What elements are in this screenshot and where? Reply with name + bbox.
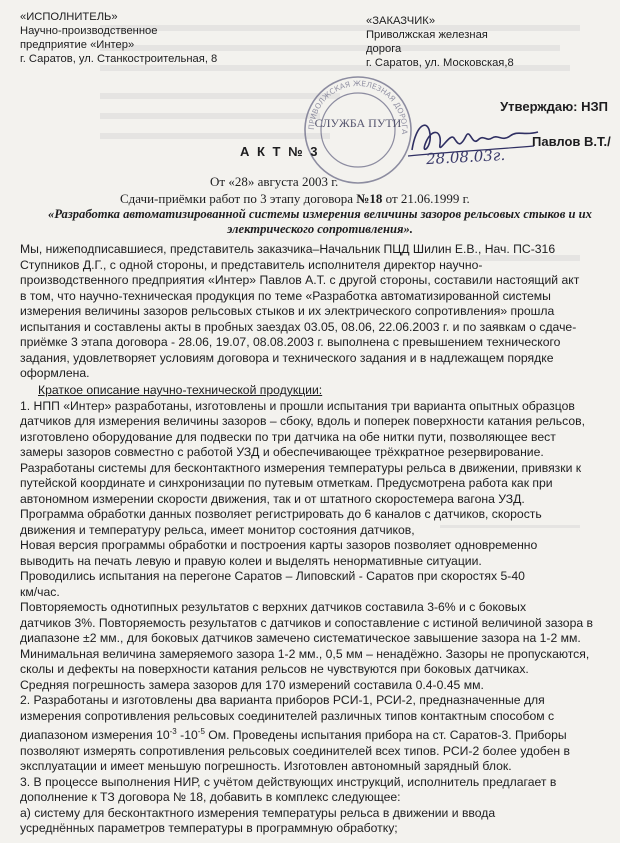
contractor-block: [20, 10, 217, 66]
section-line: Разработаны системы для бесконтактного измерения температуры рельса в движении, привязки к: [20, 460, 582, 475]
contractor-line: г. Саратов, ул. Станкостроительная, 8: [20, 53, 218, 65]
section-line: движения и температуру рельса, имеет монитор состояния датчиков,: [20, 522, 415, 537]
section-line: измерения сопротивления рельсовых соединителей различных типов контактным способом с: [20, 708, 555, 723]
official-stamp: [302, 74, 414, 186]
section-line: выводить на печать левую и правую колеи и выделять ненормативные ситуации.: [20, 553, 482, 568]
section-line: 3. В процессе выполнения НИР, с учётом действующих инструкций, исполнитель предлагает в: [20, 774, 557, 789]
section-line: Средняя погрешность замера зазоров для 170 измерений составила 0.4-0.45 мм.: [20, 677, 484, 692]
section-line: датчиков 3%. Повторяемость результатов с датчиков и сопоставление с истиной величиной зазора в: [20, 615, 593, 630]
contractor-line: «ИСПОЛНИТЕЛЬ»: [20, 11, 118, 23]
body-line: в том, что научно-техническая продукция по теме «Разработка автоматизированной системы: [20, 288, 551, 303]
section-line: км/час.: [20, 584, 60, 599]
section-line: усреднённых параметров температуры в программную обработку;: [20, 821, 398, 836]
customer-line: г. Саратов, ул. Московская,8: [366, 57, 514, 69]
section-line: Повторяемость однотипных результатов с верхних датчиков составила 3-6% и с боковых: [20, 600, 527, 614]
section-line: путейской координате и синхронизации по путевым отметкам. Предусмотрена работа как при: [20, 476, 553, 490]
act-topic: «Разработка автоматизированной системы измерения величины зазоров рельсовых стыков и их электрического сопротивления».: [48, 207, 592, 236]
body-line: Мы, нижеподписавшиеся, представитель заказчика–Начальник ПЦД Шилин Е.В., Нач. ПС-316: [20, 242, 556, 256]
body-line: производственного предприятия «Интер» Павлов А.Т. с другой стороны, составили настоящий акт: [20, 273, 580, 287]
act-title: А К Т № 3: [240, 144, 320, 159]
section-line: замеры зазоров совместно с работой УЗД и обеспечивающее трёхкратное резервирование.: [20, 445, 544, 459]
section-line: Минимальная величина замеряемого зазора 1-2 мм., 0,5 мм – ненадёжно. Зазоры не пропускаются,: [20, 646, 590, 661]
section-line: а) систему для бесконтактного измерения температуры рельса в движении и ввода: [20, 805, 496, 820]
section-line: 2. Разработаны и изготовлены два варианта приборов РСИ-1, РСИ-2, предназначенные для: [20, 693, 545, 707]
section-line: 1. НПП «Интер» разработаны, изготовлены и прошли испытания три варианта опытных образцов: [20, 398, 575, 413]
subtitle-pre: Сдачи-приёмки работ по 3 этапу договора: [120, 191, 357, 206]
section-line: Проводились испытания на перегоне Саратов – Липовский - Саратов при скоростях 5-40: [20, 569, 525, 583]
contractor-line: Научно-производственное: [20, 25, 158, 37]
contract-number: №18: [356, 191, 383, 206]
section-line: датчиков для измерения величины зазоров – сбоку, вдоль и поперек поверхности катания рельсов,: [20, 414, 585, 428]
body-line: измерения величины зазоров рельсовых стыков и их электрического сопротивления» прошла: [20, 304, 555, 318]
act-date: От «28» августа 2003 г.: [210, 174, 339, 189]
contractor-line: предприятие «Интер»: [20, 39, 135, 51]
section-line: изготовлено оборудование для подвески по три датчика на обе нитки пути, позволяющее вест: [20, 429, 556, 444]
section-line: дополнение к ТЗ договора № 18, добавить в комплекс следующее:: [20, 790, 401, 805]
act-intro-paragraph: [20, 242, 610, 382]
customer-line: «ЗАКАЗЧИК»: [366, 15, 436, 27]
body-line: оформлена.: [20, 366, 90, 380]
body-line: задания, удовлетворяет условиям договора и технического задания и в надлежащем порядке: [20, 350, 554, 365]
body-line: испытания и составлены акты в пробных заездах 03.05, 08.06, 22.06.2003 г. и по заявкам о сдаче-: [20, 319, 577, 334]
description-section: [20, 383, 610, 837]
short-description-heading: Краткое описание научно-технической продукции:: [38, 383, 323, 397]
section-line: Новая версия программы обработки и построения карты зазоров позволяет одновременно: [20, 538, 538, 552]
body-line: Ступников Д.Г., с одной стороны, и представитель исполнителя директор научно-: [20, 257, 483, 272]
customer-line: дорога: [366, 43, 402, 55]
section-line: диапазоне ±2 мм., для боковых датчиков замечено систематическое завышение зазора на 1-2 мм.: [20, 631, 581, 645]
section-line: позволяют измерять сопротивления рельсовых соединителей всех типов. РСИ-2 более удобен в: [20, 743, 570, 758]
section-line: автономном измерении скорости движения, так и от штатного скоростемера вагона УЗД.: [20, 491, 525, 506]
approval-label: Утверждаю: НЗП: [500, 99, 608, 114]
customer-block: [366, 14, 514, 70]
section-line: эксплуатации и имеет меньшую погрешность. Изготовлен автономный зарядный блок.: [20, 759, 512, 774]
section-line: сколы и дефекты на поверхности катания рельсов не чувствуются при боковых датчиках.: [20, 662, 529, 676]
subtitle-post: от 21.06.1999 г.: [382, 191, 470, 206]
section-line: Программа обработки данных позволяет регистрировать до 6 каналов с датчиков, скорость: [20, 507, 542, 521]
body-line: приёмке 3 этапа договора - 28.06, 19.07, 08.08.2003 г. выполнена с превышением технического: [20, 335, 561, 349]
stamp-center-text: СЛУЖБА ПУТИ: [314, 116, 402, 130]
measurement-range-line: диапазоном измерения $10^{-3}$ $-10^{-5}$ Ом. Проведены испытания прибора на ст. Саратов-3. Приборы: [20, 727, 567, 743]
act-subtitle: [120, 191, 470, 207]
approver-name: Павлов В.Т./: [532, 134, 611, 149]
handwritten-date: 28.08.03г.: [425, 145, 506, 169]
customer-line: Приволжская железная: [366, 29, 488, 41]
stamp-ring-text: ПРИВОЛЖСКАЯ ЖЕЛЕЗНАЯ ДОРОГА: [306, 78, 410, 135]
